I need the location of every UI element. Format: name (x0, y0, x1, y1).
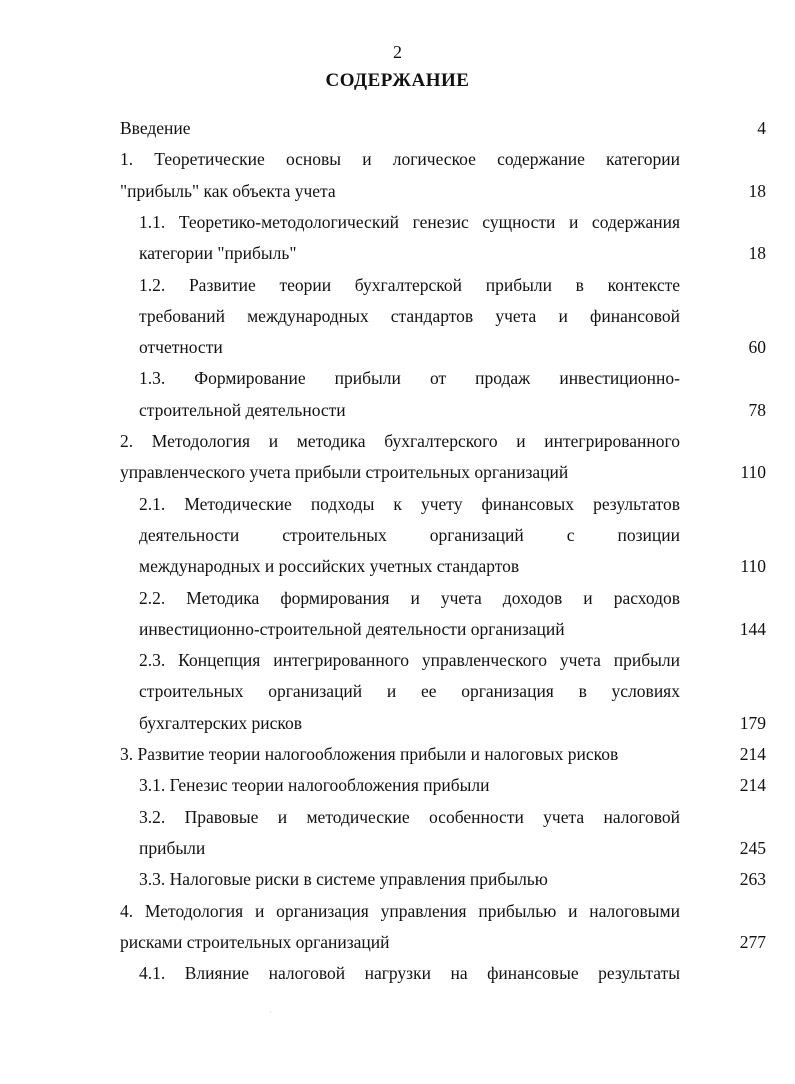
toc-entry-page: 18 (748, 243, 766, 264)
toc-entry-text: международных и российских учетных стандартов (139, 556, 520, 577)
page-number: 2 (393, 42, 402, 62)
toc-entry-page: 78 (748, 399, 766, 420)
toc-entry-page: 179 (739, 712, 766, 733)
toc-entry-page: 214 (739, 744, 766, 764)
toc-entry-text: категории "прибыль" (139, 243, 297, 264)
toc-entry-text: требований международных стандартов учета и финансовой (139, 305, 680, 326)
toc-entry-page: 18 (748, 180, 766, 201)
toc-entry-text: инвестиционно-строительной деятельности организаций (139, 618, 565, 639)
toc-entry-text: Введение (120, 118, 191, 138)
toc-entry-text: 4. Методология и организация управления прибылью и налоговыми (120, 900, 680, 921)
toc-entry-page: 110 (740, 556, 766, 577)
toc-entry-text: 2.3. Концепция интегрированного управленческого учета прибыли (139, 650, 680, 671)
toc-entry-text: 2.1. Методические подходы к учету финансовых результатов (139, 493, 680, 514)
toc-entry-page: 214 (739, 775, 766, 796)
toc-entry-page: 263 (739, 869, 766, 890)
toc-entry-text: 3. Развитие теории налогообложения прибыли и налоговых рисков (120, 744, 619, 764)
toc-entry-text: бухгалтерских рисков (139, 712, 303, 733)
toc-entry-text: отчетности (139, 337, 223, 358)
toc-entry-page: 4 (757, 118, 766, 138)
scan-speck: ʹ (270, 1010, 272, 1019)
toc-entry-text: 1.3. Формирование прибыли от продаж инвестиционно- (139, 368, 680, 389)
toc-entry-text: деятельности строительных организаций с позиции (139, 524, 680, 545)
toc-entry-page: 245 (739, 837, 766, 858)
toc-entry-text: 2. Методология и методика бухгалтерского и интегрированного (120, 431, 680, 451)
toc-entry-text: 2.2. Методика формирования и учета доходов и расходов (139, 587, 680, 608)
toc-entry-text: строительной деятельности (139, 399, 346, 420)
toc-entry-text: 3.2. Правовые и методические особенности учета налоговой (139, 806, 680, 827)
toc-entry-text: 4.1. Влияние налоговой нагрузки на финансовые результаты (139, 963, 680, 984)
toc-entry-page: 60 (748, 337, 766, 358)
toc-entry-text: управленческого учета прибыли строительных организаций (120, 462, 569, 483)
toc-entry-text: 3.1. Генезис теории налогообложения прибыли (139, 775, 490, 796)
page-title: СОДЕРЖАНИЕ (325, 70, 470, 91)
toc-entry-text: 1.2. Развитие теории бухгалтерской прибыли в контексте (139, 274, 680, 295)
toc-entry-page: 144 (739, 618, 766, 639)
toc-entry-text: 3.3. Налоговые риски в системе управления прибылью (139, 869, 548, 890)
toc-entry-text: 1. Теоретические основы и логическое содержание категории (120, 149, 680, 170)
toc-entry-text: прибыли (139, 837, 206, 858)
toc-entry-text: рисками строительных организаций (120, 931, 390, 952)
toc-entry-text: 1.1. Теоретико-методологический генезис сущности и содержания (139, 211, 680, 232)
toc-entry-page: 277 (739, 931, 766, 952)
toc-entry-text: "прибыль" как объекта учета (120, 180, 336, 201)
toc-entry-text: строительных организаций и ее организация в условиях (139, 681, 680, 702)
toc-entry-page: 110 (740, 462, 766, 483)
